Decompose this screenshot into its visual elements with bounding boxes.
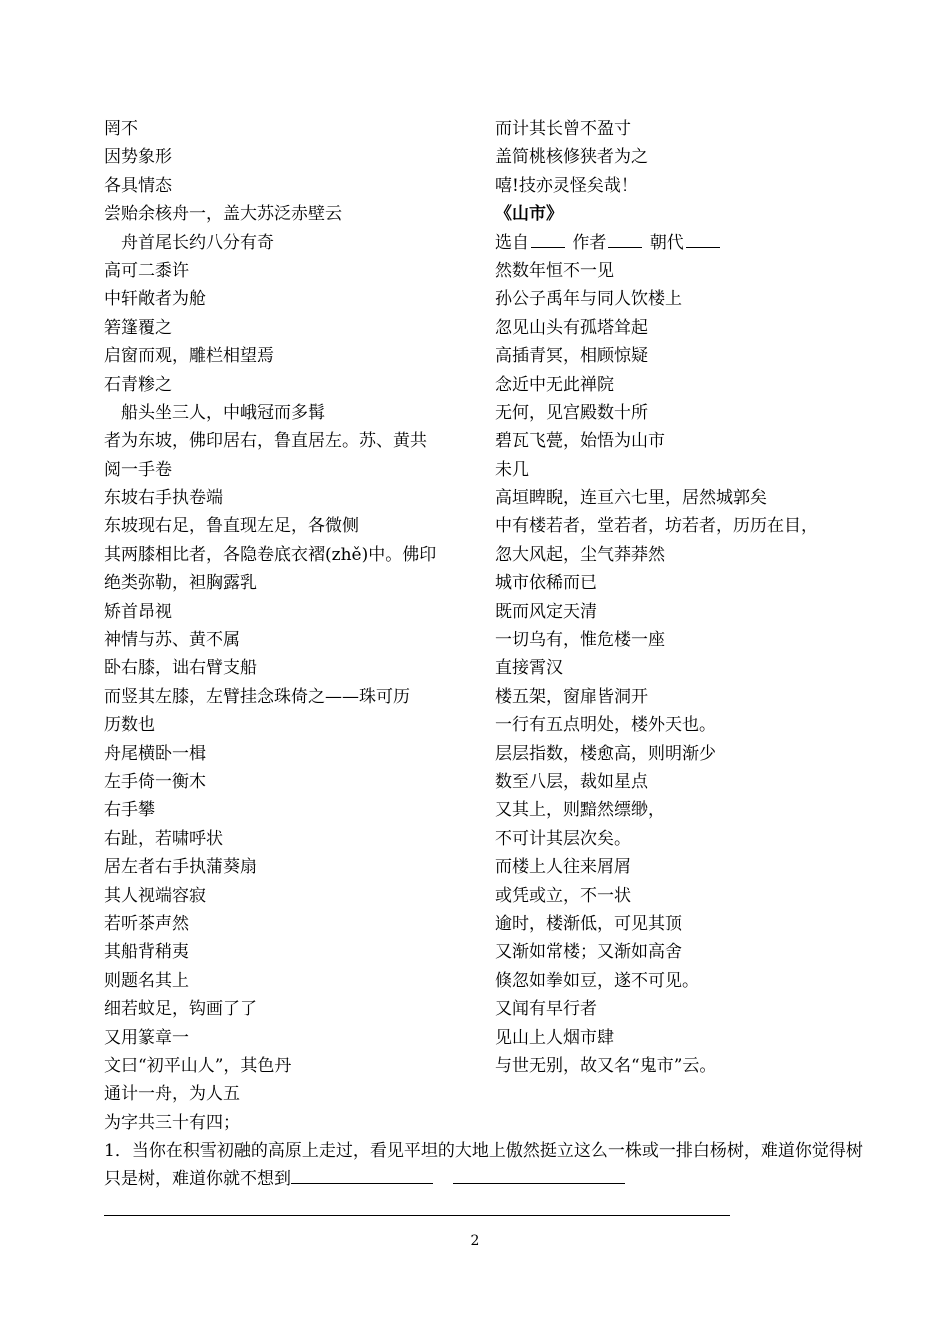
text-line: 然数年恒不一见 — [495, 260, 614, 281]
author-blank[interactable] — [608, 229, 642, 248]
answer-blank-2[interactable] — [453, 1165, 625, 1184]
text-line: 又其上，则黯然缥缈， — [495, 800, 665, 821]
source-line — [495, 229, 865, 257]
text-line: 船头坐三人，中峨冠而多髯 — [104, 402, 325, 423]
text-line: 层层指数，楼愈高，则明渐少 — [495, 743, 716, 764]
text-line: 楼五架，窗扉皆洞开 — [495, 686, 648, 707]
text-line: 孙公子禹年与同人饮楼上 — [495, 289, 682, 310]
section-title: 《山市》 — [495, 204, 563, 225]
text-line: 其两膝相比者，各隐卷底衣褶(zhě)中。佛印 — [104, 544, 437, 565]
text-line: 右趾，若啸呼状 — [104, 828, 223, 849]
right-text-column — [495, 115, 865, 1080]
page-number: 2 — [470, 1233, 480, 1249]
text-line: 历数也 — [104, 715, 155, 736]
answer-blank-1[interactable] — [291, 1165, 433, 1184]
text-line: 又渐如常楼；又渐如高舍 — [495, 942, 682, 963]
text-line: 而楼上人往来屑屑 — [495, 857, 631, 878]
text-line: 东坡右手执卷端 — [104, 488, 223, 509]
text-line: 高可二黍许 — [104, 260, 189, 281]
text-line: 城市依稀而已 — [495, 573, 597, 594]
text-line: 其船背稍夷 — [104, 942, 189, 963]
text-line: 其人视端容寂 — [104, 885, 206, 906]
text-line: 绝类弥勒，袒胸露乳 — [104, 573, 257, 594]
text-line: 或凭或立，不一状 — [495, 885, 631, 906]
text-line: 为字共三十有四； — [104, 1112, 240, 1133]
text-line: 又用篆章一 — [104, 1027, 189, 1048]
text-line: 神情与苏、黄不属 — [104, 630, 240, 651]
text-line: 一行有五点明处，楼外天也。 — [495, 715, 716, 736]
text-line: 启窗而观，雕栏相望焉 — [104, 346, 274, 367]
text-line: 矫首昂视 — [104, 601, 172, 622]
text-line: 倏忽如拳如豆，遂不可见。 — [495, 970, 699, 991]
text-line: 左手倚一衡木 — [104, 771, 206, 792]
text-line: 逾时，楼渐低，可见其顶 — [495, 913, 682, 934]
dynasty-label: 朝代 — [649, 232, 684, 253]
text-line: 未几 — [495, 459, 529, 480]
text-line: 箬篷覆之 — [104, 317, 172, 338]
text-line: 既而风定天清 — [495, 601, 597, 622]
text-line: 舟首尾长约八分有奇 — [104, 232, 274, 253]
text-line: 嘻!技亦灵怪矣哉！ — [495, 175, 638, 196]
question-number: 1． — [104, 1141, 132, 1161]
source-label: 选自 — [495, 232, 529, 253]
text-line: 阅一手卷 — [104, 459, 172, 480]
text-line: 细若蚊足，钩画了了 — [104, 999, 257, 1020]
text-line: 念近中无此禅院 — [495, 374, 614, 395]
text-line: 则题名其上 — [104, 970, 189, 991]
text-line: 舟尾横卧一楫 — [104, 743, 206, 764]
text-line: 中有楼若者，堂若者，坊若者，历历在目， — [495, 516, 818, 537]
text-line: 碧瓦飞甍，始悟为山市 — [495, 431, 665, 452]
text-line: 石青糁之 — [104, 374, 172, 395]
text-line: 无何，见宫殿数十所 — [495, 402, 648, 423]
text-line: 中轩敞者为舱 — [104, 289, 206, 310]
text-line: 高插青冥，相顾惊疑 — [495, 346, 648, 367]
text-line: 忽大风起，尘气莽莽然 — [495, 544, 665, 565]
text-line: 不可计其层次矣。 — [495, 828, 631, 849]
dynasty-blank[interactable] — [686, 229, 720, 248]
text-line: 见山上人烟市肆 — [495, 1027, 614, 1048]
text-line: 直接霄汉 — [495, 658, 563, 679]
text-line: 右手攀 — [104, 800, 155, 821]
source-blank[interactable] — [531, 229, 565, 248]
text-line: 东坡现右足，鲁直现左足，各微侧 — [104, 516, 359, 537]
text-line: 盖简桃核修狭者为之 — [495, 147, 648, 168]
question-1 — [104, 1137, 864, 1193]
text-line: 而计其长曾不盈寸 — [495, 119, 631, 139]
left-text-column — [104, 115, 474, 1137]
text-line: 因势象形 — [104, 147, 172, 168]
author-label: 作者 — [572, 232, 607, 253]
text-line: 居左者右手执蒲葵扇 — [104, 857, 257, 878]
question-text: 当你在积雪初融的高原上走过，看见平坦的大地上傲然挺立这么一株或一排白杨树，难道你觉得树只是树，难道你就不想到 — [104, 1141, 863, 1189]
answer-line[interactable] — [104, 1215, 730, 1216]
text-line: 又闻有早行者 — [495, 999, 597, 1020]
text-line: 罔不 — [104, 119, 138, 139]
text-line: 尝贻余核舟一，盖大苏泛赤壁云 — [104, 204, 342, 225]
text-line: 一切乌有，惟危楼一座 — [495, 630, 665, 651]
text-line: 者为东坡，佛印居右，鲁直居左。苏、黄共 — [104, 431, 427, 452]
text-line: 若听茶声然 — [104, 913, 189, 934]
text-line: 通计一舟，为人五 — [104, 1084, 240, 1105]
text-line: 卧右膝，诎右臂支船 — [104, 658, 257, 679]
text-line: 各具情态 — [104, 175, 172, 196]
text-line: 数至八层，裁如星点 — [495, 771, 648, 792]
text-line: 文曰“初平山人”，其色丹 — [104, 1055, 292, 1076]
text-line: 高垣睥睨，连亘六七里，居然城郭矣 — [495, 488, 767, 509]
text-line: 与世无别，故又名“鬼市”云。 — [495, 1055, 717, 1076]
text-line: 而竖其左膝，左臂挂念珠倚之——珠可历 — [104, 686, 410, 707]
text-line: 忽见山头有孤塔耸起 — [495, 317, 648, 338]
